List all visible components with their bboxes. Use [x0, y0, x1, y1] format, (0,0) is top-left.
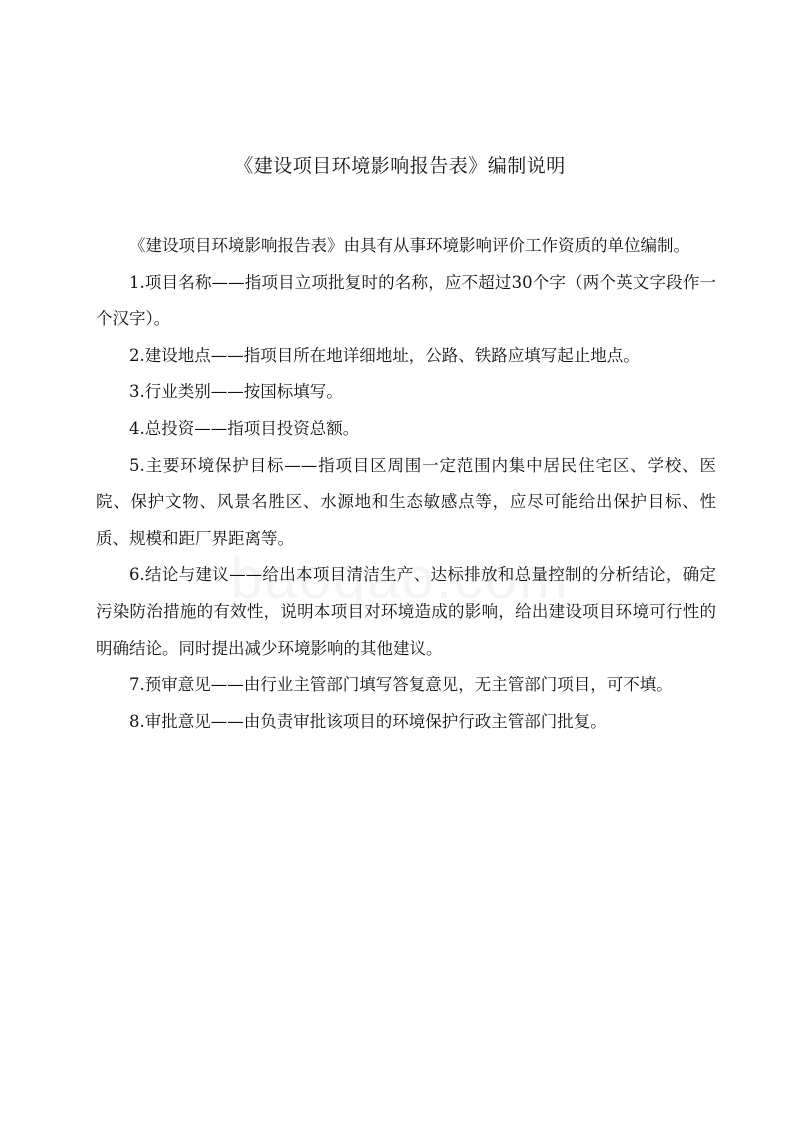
paragraph-intro: 《建设项目环境影响报告表》由具有从事环境影响评价工作资质的单位编制。	[129, 236, 690, 255]
paragraph-item-3: 3.行业类别——按国标填写。	[129, 382, 343, 402]
paragraph-item-6: 6.结论与建议——给出本项目清洁生产、达标排放和总量控制的分析结论，确定污染防治措施的有效性，说明本项目对环境造成的影响，给出建设项目环境可行性的明确结论。同时提出减少环境影响的其他建议。	[96, 565, 716, 658]
paragraph-item-5: 5.主要环境保护目标——指项目区周围一定范围内集中居民住宅区、学校、医院、保护文物、风景名胜区、水源地和生态敏感点等，应尽可能给出保护目标、性质、规模和距厂界距离等。	[96, 455, 716, 548]
paragraph-item-8: 8.审批意见——由负责审批该项目的环境保护行政主管部门批复。	[129, 711, 607, 731]
paragraph-item-4: 4.总投资——指项目投资总额。	[129, 418, 360, 438]
document-body	[96, 228, 716, 740]
paragraph-item-2: 2.建设地点——指项目所在地详细地址，公路、铁路应填写起止地点。	[129, 345, 640, 365]
page-title: 《建设项目环境影响报告表》编制说明	[234, 155, 566, 177]
paragraph-item-7: 7.预审意见——由行业主管部门填写答复意见，无主管部门项目，可不填。	[129, 675, 673, 695]
paragraph-item-1: 1.项目名称——指项目立项批复时的名称，应不超过30个字（两个英文字段作一个汉字）。	[96, 272, 716, 329]
